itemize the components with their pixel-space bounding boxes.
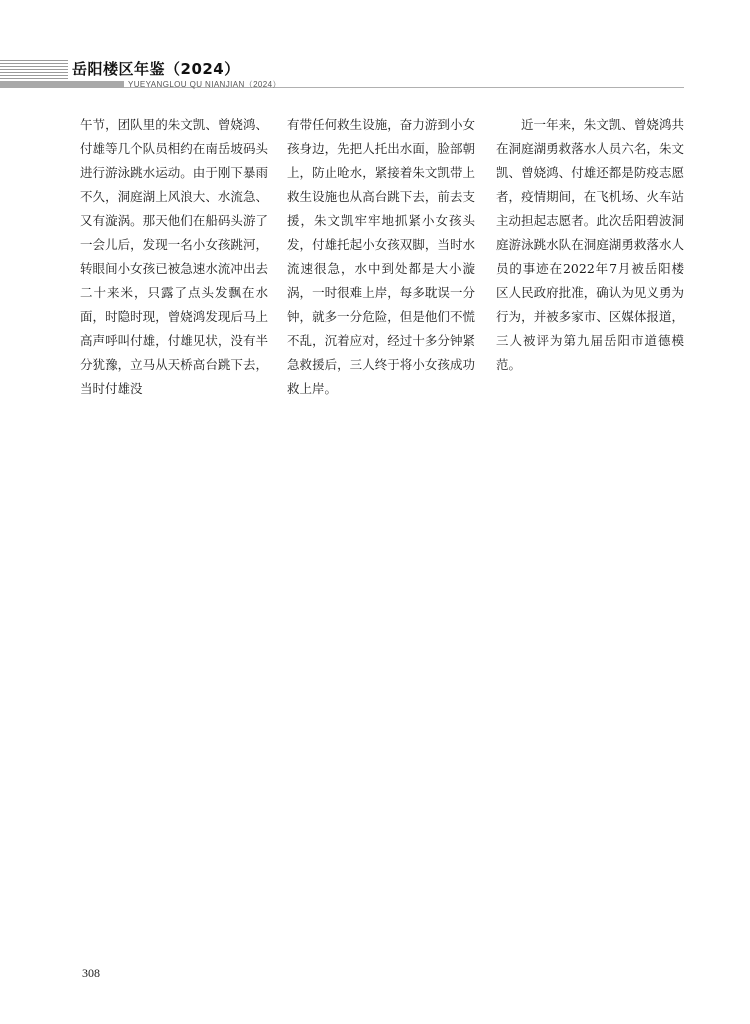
page-number: 308 [82, 966, 100, 980]
text-column-3: 近一年来，朱文凯、曾娆鸿共在洞庭湖勇救落水人员六名，朱文凯、曾娆鸿、付雄还都是防疫志愿者，疫情期间，在飞机场、火车站主动担起志愿者。此次岳阳碧波洞庭游泳跳水队在洞庭湖勇救落水人员的事迹在2022年7月被岳阳楼区人民政府批准，确认为见义勇为行为，并被多家市、区媒体报道，三人被评为第九届岳阳市道德模范。 [496, 117, 684, 372]
header-bar [0, 81, 124, 88]
yearbook-title: 岳阳楼区年鉴（2024） [72, 60, 240, 78]
yearbook-subtitle: YUEYANGLOU QU NIANJIAN（2024） [128, 80, 281, 89]
text-column-1: 午节，团队里的朱文凯、曾娆鸿、付雄等几个队员相约在南岳坡码头进行游泳跳水运动。由于刚下暴雨不久，洞庭湖上风浪大、水流急、又有漩涡。那天他们在船码头游了一会儿后，发现一名小女孩跳河，转眼间小女孩已被急速水流冲出去二十来米，只露了点头发飘在水面，时隐时现，曾娆鸿发现后马上高声呼叫付雄，付雄见状，没有半分犹豫，立马从天桥高台跳下去，当时付雄没 [80, 117, 268, 396]
text-column-2: 有带任何救生设施，奋力游到小女孩身边，先把人托出水面，脸部朝上，防止呛水，紧接着朱文凯带上救生设施也从高台跳下去，前去支援，朱文凯牢牢地抓紧小女孩头发，付雄托起小女孩双脚，当时水流速很急，水中到处都是大小漩涡，一时很难上岸，每多耽误一分钟，就多一分危险，但是他们不慌不乱，沉着应对，经过十多分钟紧急救援后，三人终于将小女孩成功救上岸。 [287, 117, 475, 396]
header-stripes [0, 60, 68, 80]
